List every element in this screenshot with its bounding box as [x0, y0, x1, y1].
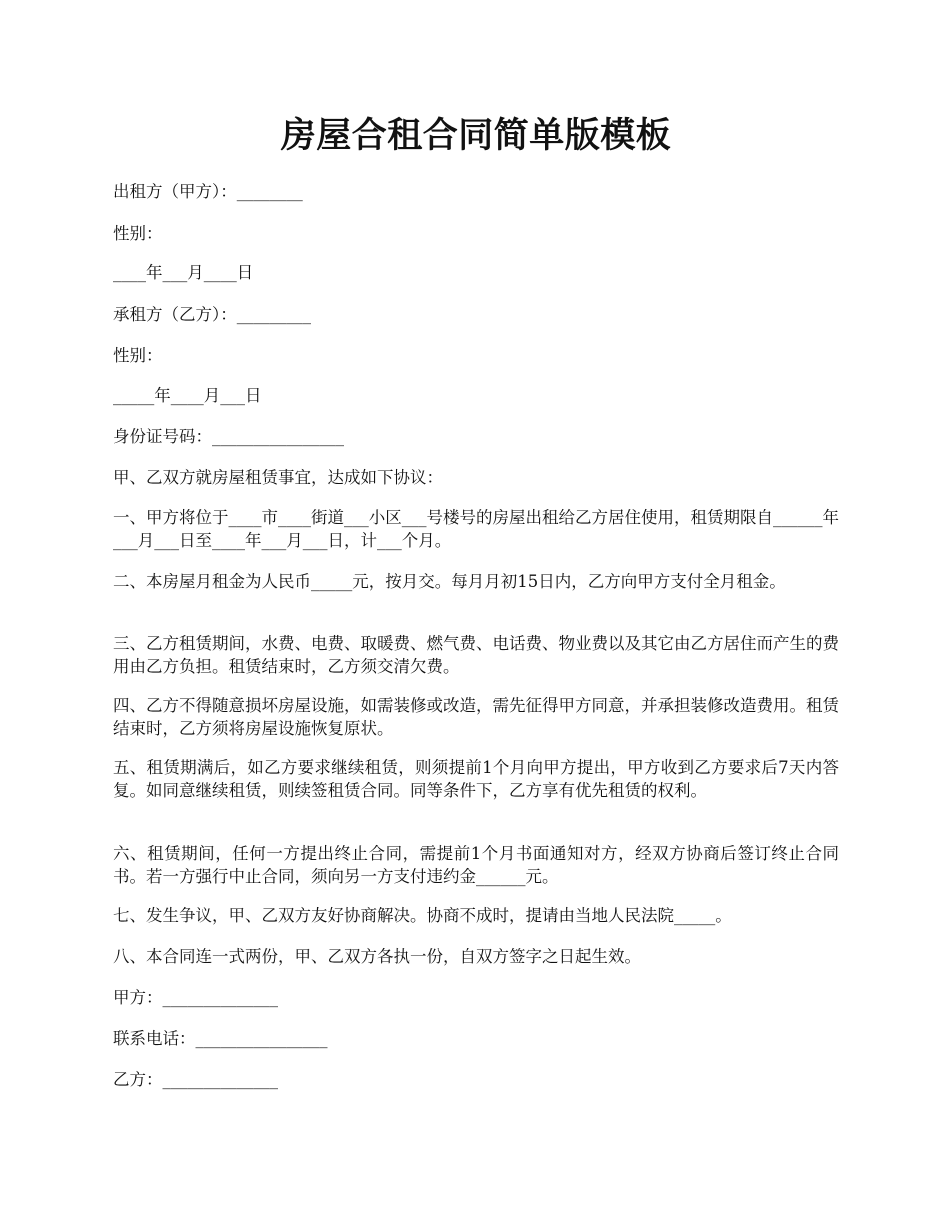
clause-1: 一、甲方将位于____市____街道___小区___号楼号的房屋出租给乙方居住使用，租赁期限自______年___月___日至____年___月___日，计___个月。 [113, 508, 839, 550]
clause-6: 六、租赁期间，任何一方提出终止合同，需提前1个月书面通知对方，经双方协商后签订终止合同书。若一方强行中止合同，须向另一方支付违约金______元。 [113, 844, 839, 886]
agreement-intro: 甲、乙双方就房屋租赁事宜，达成如下协议： [113, 468, 443, 487]
lessee-gender-line: 性别： [113, 346, 163, 365]
contact-phone-line: 联系电话：________________ [113, 1029, 328, 1048]
clause-7: 七、发生争议，甲、乙双方友好协商解决。协商不成时，提请由当地人民法院_____。 [113, 906, 732, 925]
party-a-signature-line: 甲方：______________ [113, 988, 278, 1007]
clause-8: 八、本合同连一式两份，甲、乙双方各执一份，自双方签字之日起生效。 [113, 947, 641, 966]
clause-5: 五、租赁期满后，如乙方要求继续租赁，则须提前1个月向甲方提出，甲方收到乙方要求后7天内答复。如同意继续租赁，则续签租赁合同。同等条件下，乙方享有优先租赁的权利。 [113, 758, 839, 800]
clause-4: 四、乙方不得随意损坏房屋设施，如需装修或改造，需先征得甲方同意，并承担装修改造费用。租赁结束时，乙方须将房屋设施恢复原状。 [113, 696, 839, 738]
lessor-gender-line: 性别： [113, 224, 163, 243]
lessor-line: 出租方（甲方）：________ [113, 182, 303, 201]
party-b-signature-line: 乙方：______________ [113, 1070, 278, 1089]
lessee-line: 承租方（乙方）：_________ [113, 305, 311, 324]
clause-3: 三、乙方租赁期间，水费、电费、取暖费、燃气费、电话费、物业费以及其它由乙方居住而产生的费用由乙方负担。租赁结束时，乙方须交清欠费。 [113, 634, 839, 676]
lessee-date-line: _____年____月___日 [113, 386, 262, 405]
clause-2: 二、本房屋月租金为人民币_____元，按月交。每月月初15日内，乙方向甲方支付全月租金。 [113, 572, 786, 591]
document-title: 房屋合租合同简单版模板 [280, 115, 672, 156]
lessor-date-line: ____年___月____日 [113, 263, 254, 282]
id-number-line: 身份证号码：________________ [113, 427, 344, 446]
